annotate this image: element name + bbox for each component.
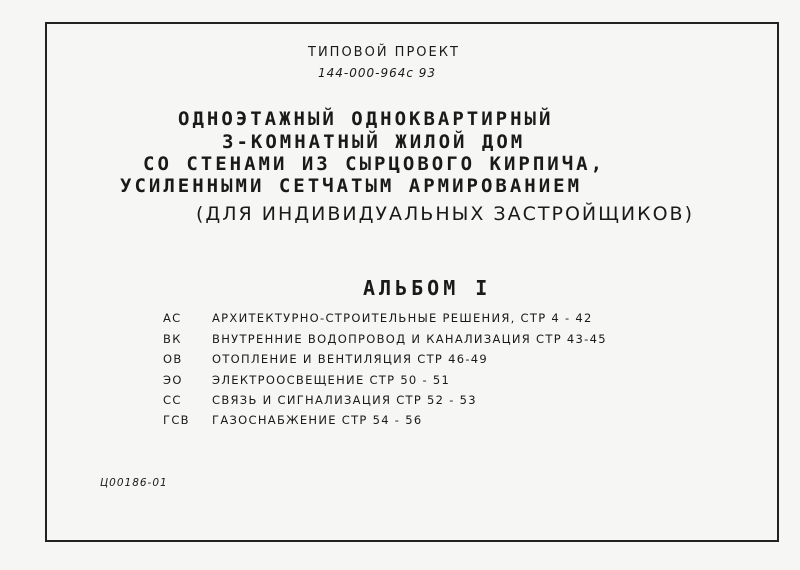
section-description: ВНУТРЕННИЕ ВОДОПРОВОД И КАНАЛИЗАЦИЯ СТР 43-45: [212, 332, 607, 346]
title-line-4: УСИЛЕННЫМИ СЕТЧАТЫМ АРМИРОВАНИЕМ: [120, 175, 583, 197]
section-description: АРХИТЕКТУРНО-СТРОИТЕЛЬНЫЕ РЕШЕНИЯ, СТР 4 - 42: [212, 311, 593, 325]
section-code: ВК: [163, 332, 182, 346]
section-description: ЭЛЕКТРООСВЕЩЕНИЕ СТР 50 - 51: [212, 373, 451, 387]
project-type-label: ТИПОВОЙ ПРОЕКТ: [308, 45, 460, 60]
section-code: ГСВ: [163, 413, 190, 427]
title-line-1: ОДНОЭТАЖНЫЙ ОДНОКВАРТИРНЫЙ: [178, 108, 554, 130]
section-code: ЭО: [163, 373, 183, 387]
section-code: СС: [163, 393, 182, 407]
album-title: АЛЬБОМ I: [363, 276, 492, 300]
document-stamp: Ц00186-01: [100, 477, 168, 489]
subtitle: (ДЛЯ ИНДИВИДУАЛЬНЫХ ЗАСТРОЙЩИКОВ): [196, 203, 694, 225]
section-description: ГАЗОСНАБЖЕНИЕ СТР 54 - 56: [212, 413, 423, 427]
title-line-2: 3-КОМНАТНЫЙ ЖИЛОЙ ДОМ: [222, 131, 526, 153]
project-code: 144-000-964с 93: [318, 66, 437, 80]
section-code: АС: [163, 311, 182, 325]
title-line-3: СО СТЕНАМИ ИЗ СЫРЦОВОГО КИРПИЧА,: [143, 153, 606, 175]
section-description: ОТОПЛЕНИЕ И ВЕНТИЛЯЦИЯ СТР 46-49: [212, 352, 489, 366]
section-description: СВЯЗЬ И СИГНАЛИЗАЦИЯ СТР 52 - 53: [212, 393, 477, 407]
section-code: ОВ: [163, 352, 183, 366]
